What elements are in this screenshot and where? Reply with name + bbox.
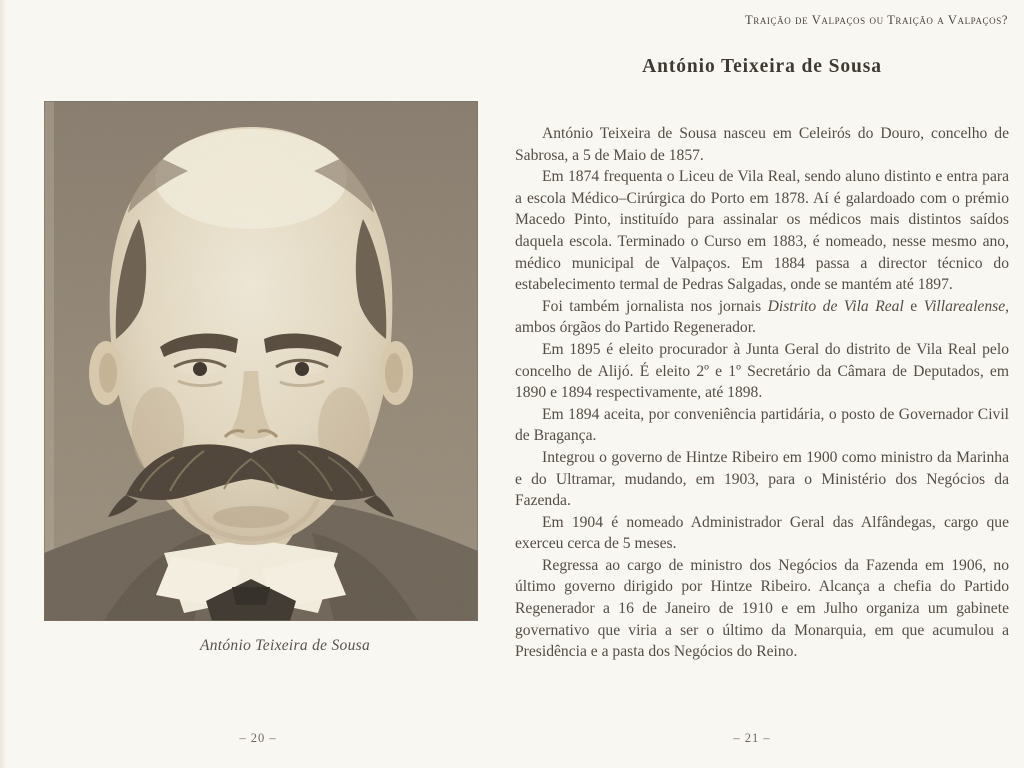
paragraph: Regressa ao cargo de ministro dos Negócios da Fazenda em 1906, no último governo dirigido por Hintze Ribeiro. Alcança a chefia do Partido Regenerador a 16 de Janeiro de 1910 e em Julho organiza um gabinete governativo que viria a ser o último da Monarquia, em que acumulou a Presidência e a pasta dos Negócios do Reino. bbox=[515, 556, 1009, 661]
paragraph: Em 1874 frequenta o Liceu de Vila Real, sendo aluno distinto e entra para a escola Médico–Cirúrgica do Porto em 1878. Aí é galardoado com o prémio Macedo Pinto, instituído para assinalar os médicos mais distintos saídos daquela escola. Terminado o Curso em 1883, é nomeado, nesse mesmo ano, médico municipal de Valpaços. Em 1884 passa a director técnico do estabelecimento termal de Pedras Salgadas, onde se mantém até 1897. bbox=[515, 168, 1009, 294]
paragraph: Integrou o governo de Hintze Ribeiro em 1900 como ministro da Marinha e do Ultramar, mudando, em 1903, para o Ministério dos Negócios da Fazenda. bbox=[515, 448, 1009, 510]
page-number-left: – 20 – bbox=[239, 731, 277, 745]
portrait-photo-illustration bbox=[44, 101, 478, 621]
page-number-right: – 21 – bbox=[733, 731, 771, 745]
paragraph: Foi também jornalista nos jornais Distrito de Vila Real e Villarealense, ambos órgãos do Partido Regenerador. bbox=[515, 297, 1010, 337]
paragraph: Em 1904 é nomeado Administrador Geral das Alfândegas, cargo que exerceu cerca de 5 meses. bbox=[515, 513, 1009, 553]
paragraph: Em 1895 é eleito procurador à Junta Geral do distrito de Vila Real pelo concelho de Alijó. É eleito 2º e 1º Secretário da Câmara de Deputados, em 1890 e 1894 respectivamente, até 1898. bbox=[515, 340, 1009, 402]
body-text bbox=[515, 123, 1009, 663]
chapter-title: António Teixeira de Sousa bbox=[642, 56, 882, 77]
photo-caption: António Teixeira de Sousa bbox=[199, 637, 371, 654]
running-header: Traição de Valpaços ou Traição a Valpaços? bbox=[744, 13, 1008, 27]
paragraph: Em 1894 aceita, por conveniência partidária, o posto de Governador Civil de Bragança. bbox=[515, 405, 1009, 445]
paragraph: António Teixeira de Sousa nasceu em Celeirós do Douro, concelho de Sabrosa, a 5 de Maio de 1857. bbox=[515, 125, 1009, 164]
scan-edge-shading bbox=[0, 0, 6, 768]
portrait-photo bbox=[44, 101, 478, 621]
